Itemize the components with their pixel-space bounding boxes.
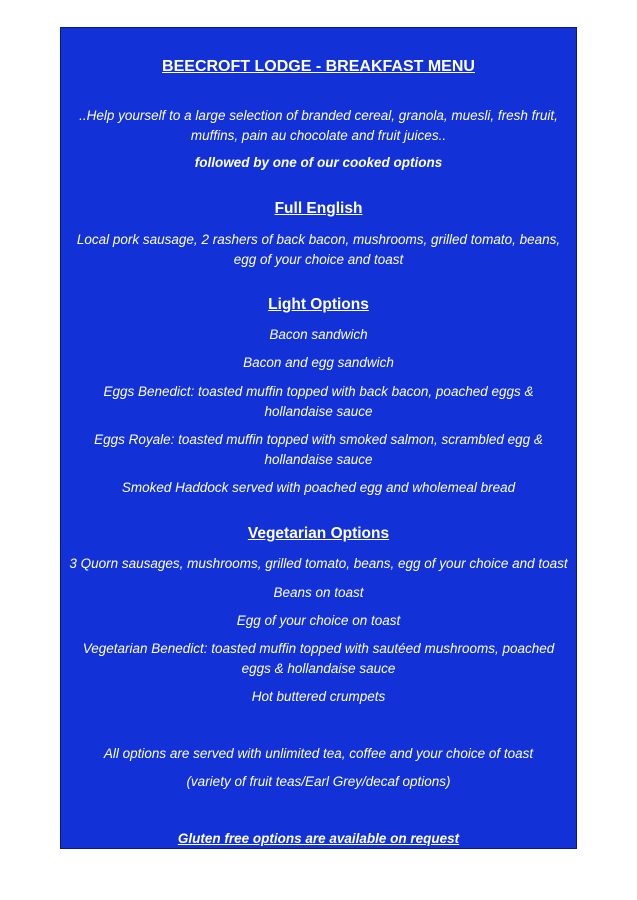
light-item-5: Smoked Haddock served with poached egg and wholemeal bread	[121, 480, 516, 495]
veg-item-3: Egg of your choice on toast	[236, 613, 401, 628]
intro-text: ..Help yourself to a large selection of branded cereal, granola, muesli, fresh fruit, muffins, pain au chocolate and fruit juices..	[79, 108, 558, 143]
heading-full-english: Full English	[274, 200, 363, 217]
veg-item-5: Hot buttered crumpets	[251, 689, 386, 704]
menu-panel	[60, 27, 577, 849]
tea-note: All options are served with unlimited tea, coffee and your choice of toast	[103, 746, 534, 761]
light-item-2: Bacon and egg sandwich	[243, 355, 394, 370]
heading-light-options: Light Options	[268, 296, 369, 313]
veg-item-4: Vegetarian Benedict: toasted muffin topped with sautéed mushrooms, poached eggs & hollandaise sauce	[82, 641, 555, 676]
gluten-note: Gluten free options are available on request	[177, 831, 460, 846]
full-english-item: Local pork sausage, 2 rashers of back bacon, mushrooms, grilled tomato, beans, egg of your choice and toast	[76, 232, 561, 267]
menu-title: BEECROFT LODGE - BREAKFAST MENU	[162, 58, 475, 75]
veg-item-1: 3 Quorn sausages, mushrooms, grilled tomato, beans, egg of your choice and toast	[69, 556, 568, 571]
light-item-3: Eggs Benedict: toasted muffin topped with back bacon, poached eggs & hollandaise sauce	[103, 384, 534, 419]
light-item-1: Bacon sandwich	[269, 327, 368, 342]
followed-text: followed by one of our cooked options	[194, 155, 443, 170]
veg-item-2: Beans on toast	[273, 585, 364, 600]
variety-note: (variety of fruit teas/Earl Grey/decaf options)	[186, 774, 451, 789]
heading-vegetarian-options: Vegetarian Options	[247, 525, 390, 542]
light-item-4: Eggs Royale: toasted muffin topped with smoked salmon, scrambled egg & hollandaise sauce	[94, 432, 543, 467]
